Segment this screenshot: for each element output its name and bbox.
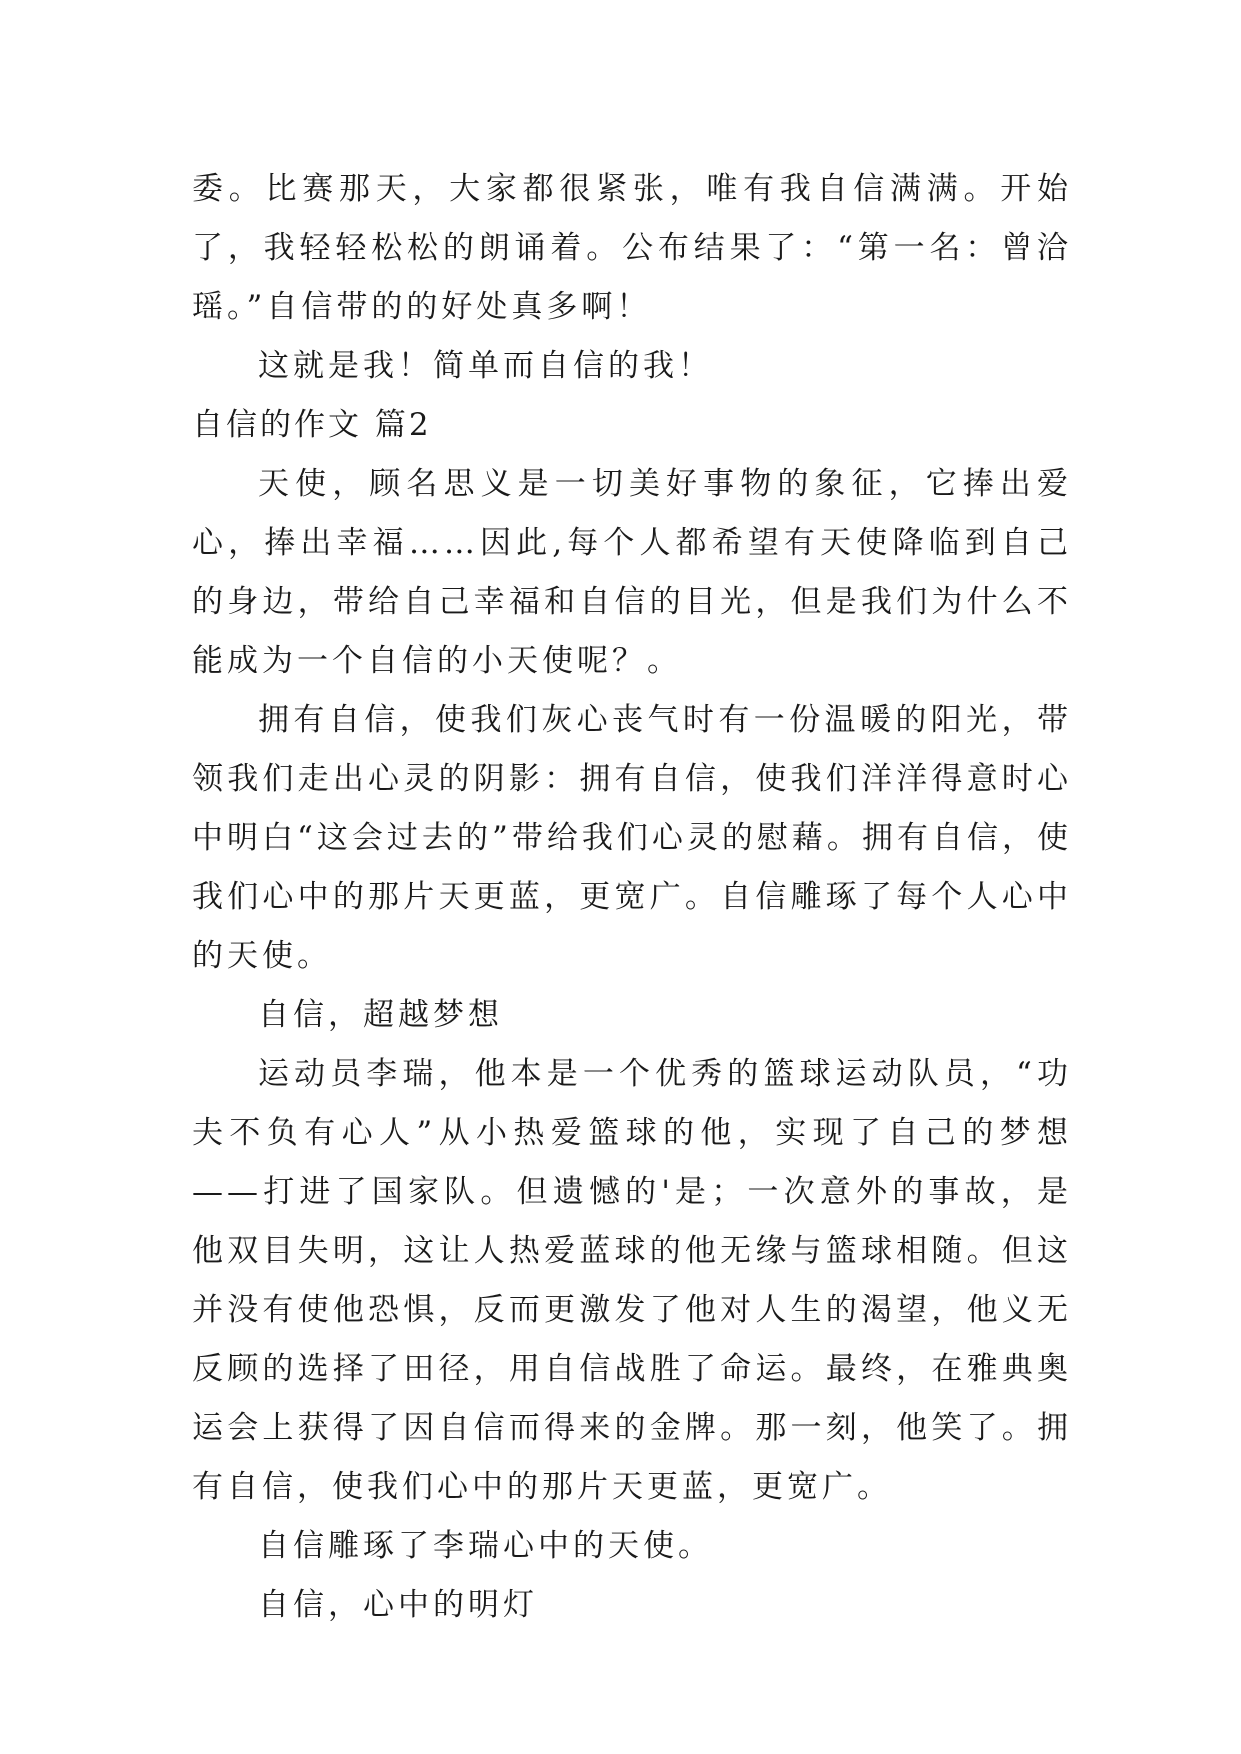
subheading-paragraph: 自信，超越梦想	[258, 997, 503, 1033]
paragraph: 这就是我！简单而自信的我！	[258, 348, 713, 384]
document-body	[192, 160, 1072, 1635]
paragraph: 运动员李瑞，他本是一个优秀的篮球运动队员，“功夫不负有心人”从小热爱篮球的他，实现了自己的梦想——打进了国家队。但遗憾的'是；一次意外的事故，是他双目失明，这让人热爱蓝球的他无缘与篮球相随。但这并没有使他恐惧，反而更激发了他对人生的渴望，他义无反顾的选择了田径，用自信战胜了命运。最终，在雅典奥运会上获得了因自信而得来的金牌。那一刻，他笑了。拥有自信，使我们心中的那片天更蓝，更宽广。	[192, 1056, 1072, 1505]
section-heading: 自信的作文 篇2	[192, 407, 432, 443]
paragraph: 自信雕琢了李瑞心中的天使。	[258, 1528, 713, 1564]
paragraph: 拥有自信，使我们灰心丧气时有一份温暖的阳光，带领我们走出心灵的阴影：拥有自信，使我们洋洋得意时心中明白“这会过去的”带给我们心灵的慰藉。拥有自信，使我们心中的那片天更蓝，更宽广。自信雕琢了每个人心中的天使。	[192, 702, 1072, 974]
paragraph-continued: 委。比赛那天，大家都很紧张，唯有我自信满满。开始了，我轻轻松松的朗诵着。公布结果了：“第一名：曾洽瑶。”自信带的的好处真多啊！	[192, 171, 1072, 325]
subheading-paragraph: 自信，心中的明灯	[258, 1587, 538, 1623]
paragraph: 天使，顾名思义是一切美好事物的象征，它捧出爱心，捧出幸福……因此,每个人都希望有天使降临到自己的身边，带给自己幸福和自信的目光，但是我们为什么不能成为一个自信的小天使呢？。	[192, 466, 1072, 679]
